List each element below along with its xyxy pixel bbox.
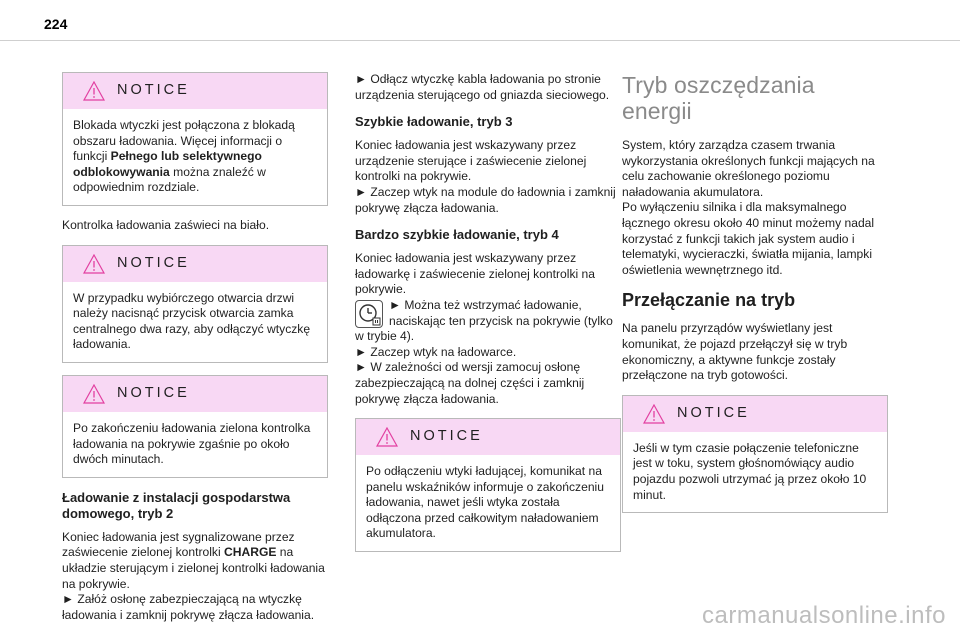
- notice-box: [62, 375, 328, 478]
- section-heading: Ładowanie z instalacji gospodarstwa domowego, tryb 2: [62, 489, 291, 521]
- notice-text-bold: Pełnego lub selektywnego odblokowywania: [73, 149, 262, 179]
- watermark: carmanualsonline.info: [702, 602, 946, 629]
- section-heading: Bardzo szybkie ładowanie, tryb 4: [355, 227, 559, 243]
- section-title: Tryb oszczędzania energii: [622, 72, 815, 124]
- paragraph: na układzie sterującym i zielonej kontrolki ładowania na pokrywie.: [62, 545, 325, 591]
- warning-triangle-icon: [376, 427, 398, 447]
- notice-box: [62, 245, 328, 363]
- notice-title: NOTICE: [677, 404, 750, 421]
- header-divider: [0, 40, 960, 41]
- instruction-step: ► Odłącz wtyczkę kabla ładowania po stronie urządzenia sterującego od gniazda sieciowego.: [355, 72, 610, 102]
- notice-header: [63, 246, 327, 282]
- paragraph: Koniec ładowania jest sygnalizowane przez zaświecenie zielonej kontrolki: [62, 529, 295, 560]
- paragraph: Po wyłączeniu silnika i dla maksymalnego łącznego okresu około 40 minut możemy nadal korzystać z funkcji takich jak system audio i telematyki, wycieraczki, światła mijania, lampki oświetlenia wewnętrznego itd.: [622, 200, 875, 277]
- notice-box: [622, 395, 888, 513]
- notice-box: [355, 418, 621, 552]
- notice-header: [623, 396, 887, 432]
- paragraph: Koniec ładowania jest wskazywany przez urządzenie sterujące i zaświecenie zielonej kontrolki na pokrywie.: [355, 138, 587, 184]
- notice-title: NOTICE: [117, 254, 190, 271]
- notice-header: [356, 419, 620, 455]
- instruction-step: ► Zaczep wtyk na module do ładownia i zamknij pokrywę złącza ładowania.: [355, 184, 616, 215]
- column-2: [355, 72, 621, 564]
- notice-title: NOTICE: [117, 385, 190, 402]
- paragraph: Koniec ładowania jest wskazywany przez ładowarkę i zaświecenie zielonej kontrolki na pokrywie.: [355, 251, 595, 297]
- notice-text: Po odłączeniu wtyki ładującej, komunikat na panelu wskaźników informuje o zakończeniu ładowania, nawet jeśli wtyka została odłączona przed całkowitym naładowaniem akumulatora.: [366, 464, 604, 541]
- subsection-title: Przełączanie na tryb: [622, 290, 796, 311]
- notice-body: [63, 282, 327, 362]
- warning-triangle-icon: [83, 254, 105, 274]
- warning-triangle-icon: [83, 81, 105, 101]
- notice-title: NOTICE: [410, 428, 483, 445]
- instruction-step: ► Załóż osłonę zabezpieczającą na wtyczkę ładowania i zamknij pokrywę złącza ładowania.: [62, 592, 315, 622]
- paragraph: System, który zarządza czasem trwania wykorzystania określonych funkcji mających na celu zachowanie określonego poziomu naładowania akumulatora.: [622, 138, 875, 199]
- notice-title: NOTICE: [117, 82, 190, 99]
- notice-header: [63, 73, 327, 109]
- notice-text: Po zakończeniu ładowania zielona kontrolka ładowania na pokrywie zgaśnie po około dwóch minutach.: [73, 420, 311, 467]
- notice-text: W przypadku wybiórczego otwarcia drzwi należy nacisnąć przycisk otwarcia zamka centralnego dwa razy, aby odłączyć wtyczkę ładowania.: [73, 290, 311, 352]
- notice-body: [63, 412, 327, 477]
- notice-box: [62, 72, 328, 206]
- instruction-step: ► W zależności od wersji zamocuj osłonę zabezpieczającą na dolnej części i zamknij pokrywę złącza ładowania.: [355, 360, 585, 406]
- pause-charge-button-icon: [355, 300, 383, 328]
- paragraph: Kontrolka ładowania zaświeci na biało.: [62, 217, 270, 232]
- warning-triangle-icon: [643, 404, 665, 424]
- notice-text: Jeśli w tym czasie połączenie telefoniczne jest w toku, system głośnomówiący audio pojazdu pozwoli utrzymać ją przez około 10 minut.: [633, 440, 867, 502]
- notice-body: [63, 109, 327, 205]
- column-1: [62, 72, 328, 634]
- column-3: [622, 72, 888, 525]
- notice-header: [63, 376, 327, 412]
- notice-body: [623, 432, 887, 512]
- page-number: 224: [44, 16, 68, 32]
- instruction-step: ► Można też wstrzymać ładowanie, naciskając ten przycisk na pokrywie (tylko w trybie 4).: [355, 297, 613, 344]
- instruction-step: ► Zaczep wtyk na ładowarce.: [355, 344, 517, 359]
- notice-text: Blokada wtyczki jest połączona z blokadą obszaru ładowania. Więcej informacji o funkcji: [73, 118, 295, 164]
- section-heading: Szybkie ładowanie, tryb 3: [355, 114, 513, 130]
- notice-body: [356, 455, 620, 551]
- notice-text: można znaleźć w odpowiednim rozdziale.: [73, 164, 266, 195]
- paragraph: Na panelu przyrządów wyświetlany jest komunikat, że pojazd przełączył się w tryb ekonomiczny, a aktywne funkcje zostały przełączone na tryb gotowości.: [622, 321, 848, 383]
- charge-label: CHARGE: [224, 545, 277, 560]
- warning-triangle-icon: [83, 384, 105, 404]
